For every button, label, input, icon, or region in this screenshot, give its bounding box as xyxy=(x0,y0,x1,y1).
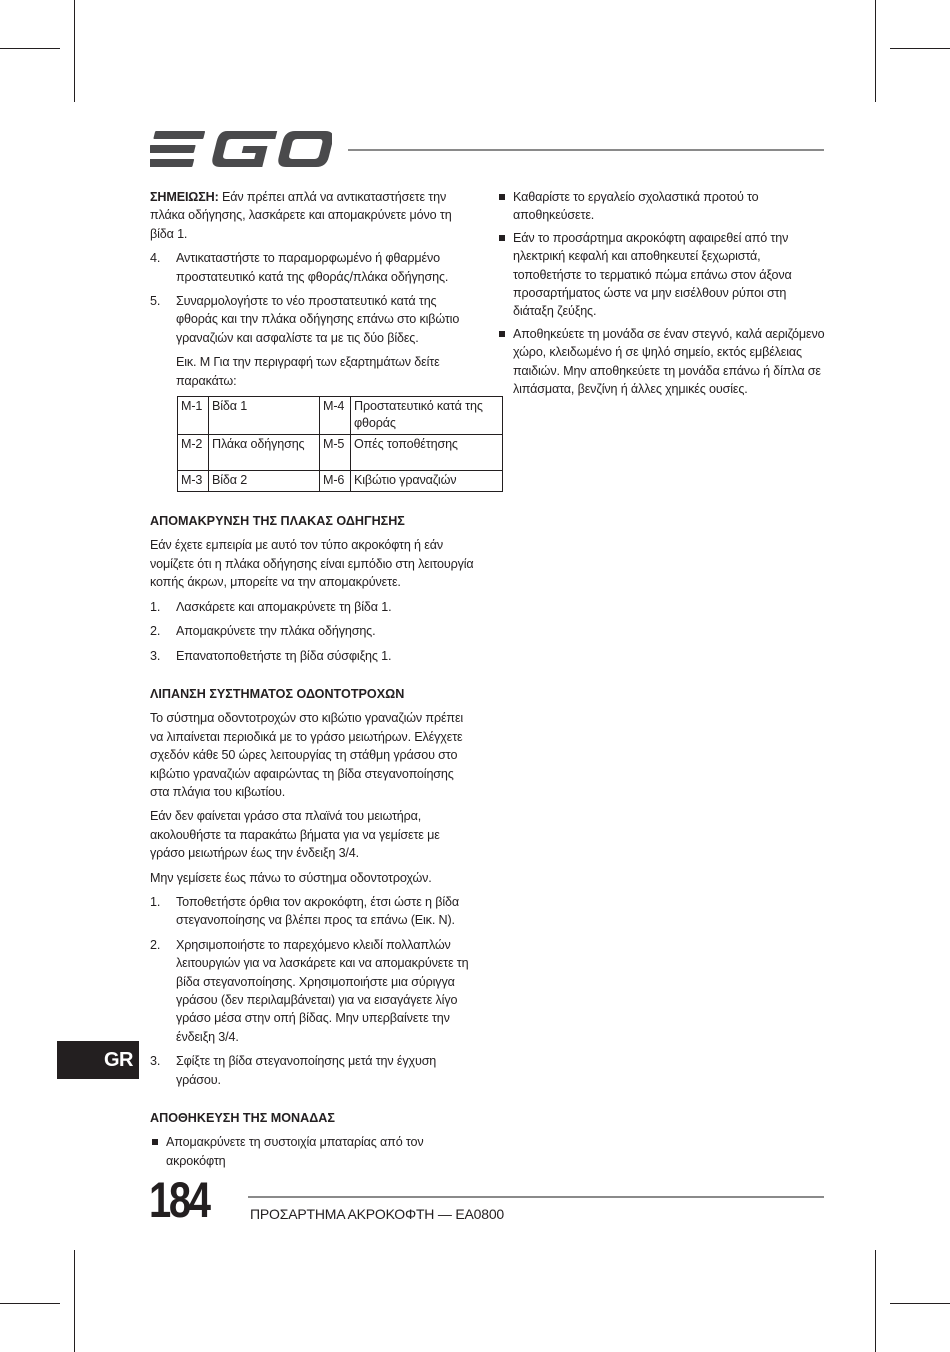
left-column xyxy=(150,188,483,1176)
step-number: 2. xyxy=(150,937,161,952)
step-text: Χρησιμοποιήστε το παρεχόμενο κλειδί πολλαπλών λειτουργιών για να λασκάρετε και να απομακρύνετε τη βίδα στεγανοποίησης. Χρησιμοποιήστε μια σύριγγα γράσου (δεν περιλαμβάνεται) για να εισαγάγετε λίγο γράσο μέσα στην οπή βίδας. Μην υπερβαίνετε την ένδειξη 3/4. xyxy=(176,937,469,1044)
list-item xyxy=(150,622,476,640)
list-item xyxy=(150,893,476,930)
step-number: 1. xyxy=(150,599,161,614)
step-number: 5. xyxy=(150,294,161,309)
crop-mark xyxy=(875,1250,876,1352)
step-number: 3. xyxy=(150,1054,161,1069)
removal-intro: Εάν έχετε εμπειρία με αυτό τον τύπο ακροκόφτη ή εάν νομίζετε ότι η πλάκα οδήγησης είναι εμπόδιο στη λειτουργία κοπής άκρων, μπορείτε να την απομακρύνετε. xyxy=(150,538,474,590)
header-rule xyxy=(348,149,824,151)
note-label: ΣΗΜΕΙΩΣΗ: xyxy=(150,190,219,204)
parts-table xyxy=(177,396,503,492)
part-name: Βίδα 2 xyxy=(209,471,320,492)
lube-paragraph: Το σύστημα οδοντοτροχών στο κιβώτιο γραναζιών πρέπει να λιπαίνεται περιοδικά με το γράσο μειωτήρων. Ελέγχετε σχεδόν κάθε 50 ώρες λειτουργίας τη στάθμη γράσου στο κιβώτιο γραναζιών αφαιρώντας τη βίδα στεγανοποίησης στα πλάγια του κιβωτίου. xyxy=(150,711,464,799)
part-name: Κιβώτιο γραναζιών xyxy=(351,471,503,492)
note-text: Εάν πρέπει απλά να αντικαταστήσετε την πλάκα οδήγησης, λασκάρετε και απομακρύνετε μόνο τη βίδα 1. xyxy=(150,190,452,241)
part-code: M-1 xyxy=(178,397,209,435)
crop-mark xyxy=(74,1250,75,1352)
step-number: 4. xyxy=(150,251,161,266)
lube-steps xyxy=(150,893,476,1089)
section-heading-removal: ΑΠΟΜΑΚΡΥΝΣΗ ΤΗΣ ΠΛΑΚΑΣ ΟΔΗΓΗΣΗΣ xyxy=(150,514,405,529)
list-item xyxy=(150,936,476,1046)
bullet-text: Καθαρίστε το εργαλείο σχολαστικά προτού το αποθηκεύσετε. xyxy=(513,190,759,223)
table-row xyxy=(178,397,503,435)
removal-steps xyxy=(150,598,476,665)
list-item xyxy=(150,292,476,347)
language-code: GR xyxy=(104,1049,133,1071)
bullet-square-icon xyxy=(152,1139,158,1145)
lube-paragraph: Εάν δεν φαίνεται γράσο στα πλαϊνά του μειωτήρα, ακολουθήστε τα παρακάτω βήματα για να γεμίσετε με γράσο μειωτήρων έως την ένδειξη 3/4. xyxy=(150,809,440,861)
list-item xyxy=(497,325,827,399)
part-name: Πλάκα οδήγησης xyxy=(209,435,320,471)
list-item xyxy=(150,1052,476,1089)
step-text: Λασκάρετε και απομακρύνετε τη βίδα 1. xyxy=(176,599,392,614)
right-column xyxy=(497,188,827,404)
bullet-text: Εάν το προσάρτημα ακροκόφτη αφαιρεθεί από την ηλεκτρική κεφαλή και αποθηκευτεί ξεχωριστά, τοποθετήστε το τερματικό πώμα επάνω στον άξονα προσαρτήματος ώστε να μην εισέλθουν ρύποι στη διάταξη ζεύξης. xyxy=(513,230,792,319)
section-heading-lubrication: ΛΙΠΑΝΣΗ ΣΥΣΤΗΜΑΤΟΣ ΟΔΟΝΤΟΤΡΟΧΩΝ xyxy=(150,686,405,701)
step-text: Αντικαταστήστε το παραμορφωμένο ή φθαρμένο προστατευτικό κατά της φθοράς/πλάκα οδήγησης. xyxy=(176,251,449,284)
step-number: 1. xyxy=(150,894,161,909)
replace-steps xyxy=(150,249,476,347)
crop-mark xyxy=(890,1303,950,1304)
step-text: Απομακρύνετε την πλάκα οδήγησης. xyxy=(176,624,376,639)
footer-title: ΠΡΟΣΑΡΤΗΜΑ ΑΚΡΟΚΟΦΤΗ — EA0800 xyxy=(250,1206,505,1222)
page-number: 184 xyxy=(149,1172,209,1228)
list-item xyxy=(150,647,476,665)
footer-rule xyxy=(248,1196,824,1198)
crop-mark xyxy=(0,1303,60,1304)
table-row xyxy=(178,471,503,492)
bullet-square-icon xyxy=(499,194,505,200)
language-tab xyxy=(57,1041,139,1079)
crop-mark xyxy=(875,0,876,102)
section-heading-storage: ΑΠΟΘΗΚΕΥΣΗ ΤΗΣ ΜΟΝΑΔΑΣ xyxy=(150,1111,335,1126)
table-row xyxy=(178,435,503,471)
step-number: 2. xyxy=(150,624,161,639)
step-text: Συναρμολογήστε το νέο προστατευτικό κατά της φθοράς και την πλάκα οδήγησης επάνω στο κιβώτιο γραναζιών και ασφαλίστε τα με τις δύο βίδες. xyxy=(176,294,460,345)
storage-bullets xyxy=(150,1133,476,1170)
list-item xyxy=(150,598,476,616)
part-name: Προστατευτικό κατά της φθοράς xyxy=(351,397,503,435)
storage-bullets-continued xyxy=(497,188,827,398)
figure-note: Εικ. M Για την περιγραφή των εξαρτημάτων δείτε παρακάτω: xyxy=(176,355,440,388)
part-code: M-6 xyxy=(320,471,351,492)
part-name: Βίδα 1 xyxy=(209,397,320,435)
crop-mark xyxy=(0,48,60,49)
crop-mark xyxy=(890,48,950,49)
ego-logo xyxy=(150,128,332,170)
list-item xyxy=(497,229,827,321)
step-text: Επανατοποθετήστε τη βίδα σύσφιξης 1. xyxy=(176,648,392,663)
list-item xyxy=(497,188,827,225)
part-code: M-2 xyxy=(178,435,209,471)
part-code: M-5 xyxy=(320,435,351,471)
step-number: 3. xyxy=(150,648,161,663)
bullet-square-icon xyxy=(499,331,505,337)
list-item xyxy=(150,1133,476,1170)
list-item xyxy=(150,249,476,286)
bullet-square-icon xyxy=(499,235,505,241)
part-code: M-4 xyxy=(320,397,351,435)
part-code: M-3 xyxy=(178,471,209,492)
part-name: Οπές τοποθέτησης xyxy=(351,435,503,471)
lube-paragraph: Μην γεμίσετε έως πάνω το σύστημα οδοντοτροχών. xyxy=(150,870,432,885)
crop-mark xyxy=(74,0,75,102)
note xyxy=(150,188,476,243)
bullet-text: Αποθηκεύετε τη μονάδα σε έναν στεγνό, καλά αεριζόμενο χώρο, κλειδωμένο ή σε ψηλό σημείο, εκτός εμβέλειας παιδιών. Μην αποθηκεύετε τη μονάδα επάνω ή δίπλα σε λιπάσματα, βενζίνη ή άλλες χημικές ουσίες. xyxy=(513,326,825,397)
step-text: Σφίξτε τη βίδα στεγανοποίησης μετά την έγχυση γράσου. xyxy=(176,1054,437,1087)
step-text: Τοποθετήστε όρθια τον ακροκόφτη, έτσι ώστε η βίδα στεγανοποίησης να βλέπει προς τα επάνω (Εικ. N). xyxy=(176,894,459,928)
bullet-text: Απομακρύνετε τη συστοιχία μπαταρίας από τον ακροκόφτη xyxy=(166,1135,424,1168)
